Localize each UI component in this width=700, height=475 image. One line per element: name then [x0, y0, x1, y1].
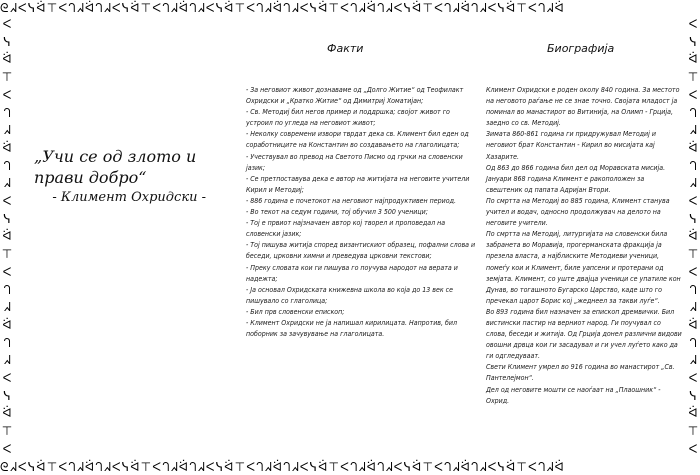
bio-paragraph: По смртта на Методиј, литургијата на словенски била забранета во Моравија, прогерманската фракција ја презела власта, а најблиските Методиеви ученици, помеѓу кои и Климент, биле уапсени и протерани од земјата. Климент, со уште двајца ученици се упатиле кон Дунав, во тогашното Бугарско Царство, каде што го пречекал царот Борис кој „жеднеел за такви луѓе“. — [486, 230, 681, 305]
ornament-border-top: ᘓᖽᐸᓭᐛ⊤ᐸᘃᖽᐛᘃᖽᐸᓭᐛ⊤ᐸᘃᖽᐛᘃᖽᐸᓭᐛ⊤ᐸᘃᖽᐛᘃᖽᐸᓭᐛ⊤ᐸᘃᖽᐛᘃᖽᐸᓭᐛ⊤ᐸᘃᖽᐛᘃᖽᐸᓭᐛ⊤ᐸᘃᖽᐛ — [0, 1, 565, 15]
ornament-border-right: ᐸᓭᐛ⊤ᐸᘃᖽᐛᘃᖽᐸᓭᐛ⊤ᐸᘃᖽᐛᘃᖽᐸᓭᐛ⊤ᐸ — [687, 17, 699, 456]
fact-item: - Климент Охридски не ја напишал кирилицата. Напротив, бил поборник за зачувување на глаголицата. — [246, 318, 458, 339]
bio-paragraph: Од 863 до 866 година бил дел од Моравската мисија. — [486, 163, 666, 172]
quote-author: - Климент Охридски - — [52, 190, 206, 205]
fact-item: - Во текот на седум години, тој обучил 3 500 ученици; — [246, 208, 428, 217]
fact-item: - Бил прв словенски епископ; — [246, 307, 345, 316]
bio-paragraph: Зимата 860-861 година ги придружувал Методиј и неговиот брат Константин - Кирил во мисијата кај Хазарите. — [486, 130, 656, 161]
facts-heading: Факти — [327, 42, 364, 55]
bio-paragraph: Во 893 година бил назначен за епископ дремвички. Бил вистински пастир на верниот народ. Ги поучувал со слова, беседи и житија. Од Грција донел различни видови овошни дрвца кои ги засадувал и ги учел луѓето како да ги одгледуваат. — [486, 307, 682, 361]
fact-item: - Учествувал во превод на Светото Писмо од грчки на словенски јазик; — [246, 152, 463, 172]
ornament-border-bottom: ᘓᖽᐸᓭᐛ⊤ᐸᘃᖽᐛᘃᖽᐸᓭᐛ⊤ᐸᘃᖽᐛᘃᖽᐸᓭᐛ⊤ᐸᘃᖽᐛᘃᖽᐸᓭᐛ⊤ᐸᘃᖽᐛᘃᖽᐸᓭᐛ⊤ᐸᘃᖽᐛᘃᖽᐸᓭᐛ⊤ᐸᘃᖽᐛ — [0, 460, 565, 474]
facts-column — [246, 85, 478, 340]
fact-item: - За неговиот живот дознаваме од „Долго Житие“ од Теофилакт Охридски и „Кратко Житие“ од Димитриј Хоматијан; — [246, 86, 464, 106]
fact-item: - 886 година е почетокот на неговиот најпродуктивен период. — [246, 196, 456, 205]
fact-item: - Неколку современи извори тврдат дека св. Климент бил еден од соработниците на Константин во создавањето на глаголицата; — [246, 130, 469, 150]
fact-item: - Ја основал Охридската книжевна школа во која до 13 век се пишувало со глаголица; — [246, 285, 453, 305]
bio-paragraph: Дел од неговите мошти се наоѓаат на „Плаошник“ - Охрид. — [486, 385, 661, 405]
fact-item: - Тој е првиот најзначаен автор кој творел и проповедал на словенски јазик; — [246, 219, 446, 239]
bio-paragraph: Јануари 868 година Климент е ракоположен за свештеник од папата Адријан Втори. — [486, 174, 645, 194]
quote-text: „Учи се од злото и прави добро“ — [34, 147, 197, 187]
biography-column — [486, 85, 682, 407]
fact-item: - Тој пишува житија според византискиот образец, пофални слова и беседи, црковни химни и преведува црковни текстови; — [246, 241, 476, 261]
fact-item: - Се претпоставува дека е автор на житијата на неговите учители Кирил и Методиј; — [246, 174, 470, 194]
ornament-border-left: ᐸᓭᐛ⊤ᐸᘃᖽᐛᘃᖽᐸᓭᐛ⊤ᐸᘃᖽᐛᘃᖽᐸᓭᐛ⊤ᐸ — [1, 17, 13, 456]
fact-item: - Преку словата кои ги пишува го поучува народот на верата и надежта; — [246, 263, 458, 283]
bio-paragraph: По смртта на Методиј во 885 година, Климент станува учител и водач, односно продолжувач на делото на неговите учители. — [486, 196, 670, 228]
quote-block — [34, 146, 224, 205]
biography-heading: Биографија — [547, 42, 615, 55]
fact-item: - Св. Методиј бил негов пример и поддршка; својот живот го устроил по угледа на неговиот живот; — [246, 108, 450, 128]
bio-paragraph: Свети Климент умрел во 916 година во манастирот „Св. Пантелејмон“. — [486, 363, 675, 383]
bio-paragraph: Климент Охридски е роден околу 840 година. За местото на неговото раѓање не се знае точно. Својата младост ја поминал во манастирот во Витинија, на Олимп - Грција, заедно со св. Методиј. — [486, 86, 680, 128]
